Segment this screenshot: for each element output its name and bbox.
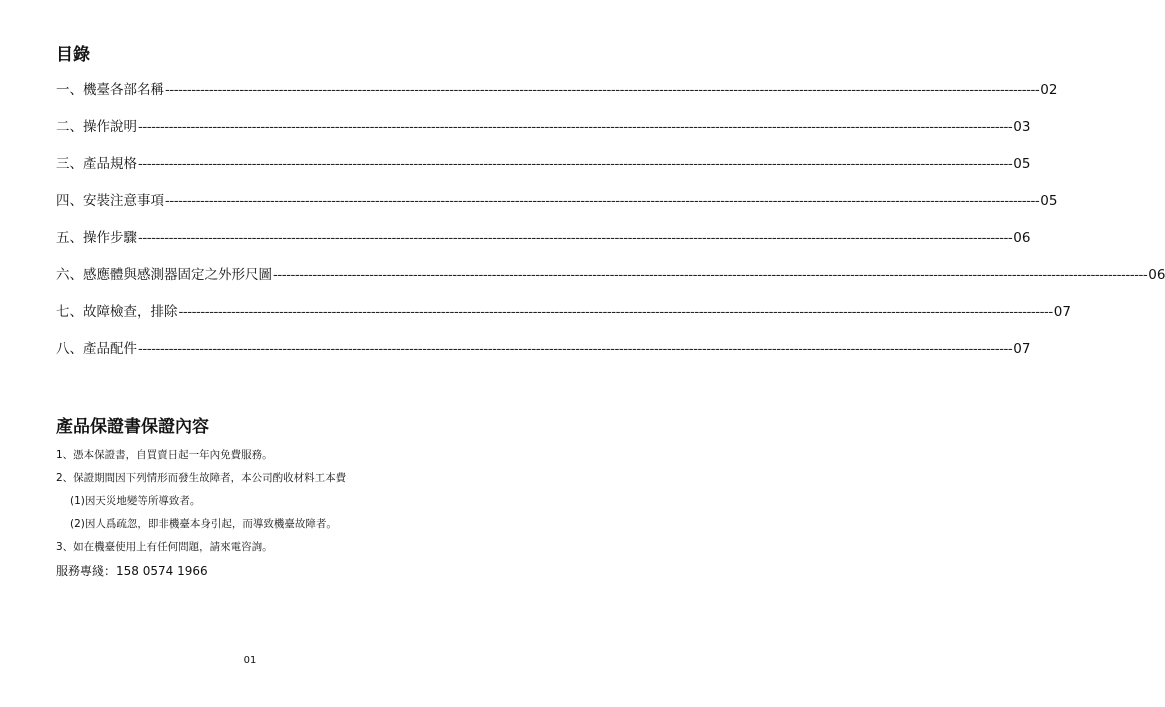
toc-leader-dots: -------------------------------------------------------------------------------------------------------------------------------------------------------------------------------------------------------- bbox=[165, 82, 1040, 98]
toc-leader-dots: -------------------------------------------------------------------------------------------------------------------------------------------------------------------------------------------------------- bbox=[138, 156, 1013, 172]
warranty-title: 產品保證書保證內容 bbox=[56, 417, 209, 437]
toc-item-label: 一、機臺各部名稱 bbox=[56, 82, 164, 98]
toc-leader-dots: -------------------------------------------------------------------------------------------------------------------------------------------------------------------------------------------------------- bbox=[138, 230, 1013, 246]
toc-item-page: 06 bbox=[1013, 230, 1031, 246]
toc-leader-dots: -------------------------------------------------------------------------------------------------------------------------------------------------------------------------------------------------------- bbox=[178, 304, 1053, 320]
toc-list bbox=[56, 80, 1165, 376]
warranty-item: 1、憑本保證書，自買賣日起一年內免費服務。 bbox=[56, 449, 273, 461]
service-hotline: 服務專綫：158 0574 1966 bbox=[56, 564, 208, 578]
toc-item-page: 07 bbox=[1053, 304, 1071, 320]
warranty-subitem: (2)因人爲疏忽，即非機臺本身引起，而導致機臺故障者。 bbox=[70, 518, 337, 530]
toc-item-label: 二、操作說明 bbox=[56, 119, 137, 135]
toc-item-label: 四、安裝注意事項 bbox=[56, 193, 164, 209]
toc-item-label: 五、操作步驟 bbox=[56, 230, 137, 246]
toc-leader-dots: -------------------------------------------------------------------------------------------------------------------------------------------------------------------------------------------------------- bbox=[165, 193, 1040, 209]
toc-item-page: 03 bbox=[1013, 119, 1031, 135]
toc-item-page: 05 bbox=[1013, 156, 1031, 172]
toc-item bbox=[56, 117, 1031, 154]
warranty-item: 3、如在機臺使用上有任何問題，請來電咨詢。 bbox=[56, 541, 273, 553]
warranty-subitem: (1)因天災地變等所導致者。 bbox=[70, 495, 201, 507]
toc-title: 目錄 bbox=[56, 45, 90, 65]
toc-item-page: 07 bbox=[1013, 341, 1031, 357]
toc-item bbox=[56, 80, 1058, 117]
toc-item-page: 05 bbox=[1040, 193, 1058, 209]
warranty-item: 2、保證期間因下列情形而發生故障者，本公司酌收材料工本費 bbox=[56, 472, 347, 484]
toc-leader-dots: -------------------------------------------------------------------------------------------------------------------------------------------------------------------------------------------------------- bbox=[138, 341, 1013, 357]
toc-item-label: 七、故障檢查，排除 bbox=[56, 304, 178, 320]
toc-item bbox=[56, 228, 1031, 265]
page-number: 01 bbox=[243, 655, 257, 666]
toc-item-label: 八、產品配件 bbox=[56, 341, 137, 357]
toc-item-page: 06 bbox=[1148, 267, 1165, 283]
toc-item-label: 六、感應體與感測器固定之外形尺圖 bbox=[56, 267, 272, 283]
toc-item bbox=[56, 339, 1031, 376]
toc-item-page: 02 bbox=[1040, 82, 1058, 98]
toc-item bbox=[56, 154, 1031, 191]
toc-item bbox=[56, 191, 1058, 228]
warranty-list bbox=[56, 444, 456, 582]
toc-item-label: 三、產品規格 bbox=[56, 156, 137, 172]
toc-item bbox=[56, 265, 1165, 302]
toc-leader-dots: -------------------------------------------------------------------------------------------------------------------------------------------------------------------------------------------------------- bbox=[138, 119, 1013, 135]
toc-item bbox=[56, 302, 1071, 339]
toc-leader-dots: -------------------------------------------------------------------------------------------------------------------------------------------------------------------------------------------------------- bbox=[273, 267, 1148, 283]
